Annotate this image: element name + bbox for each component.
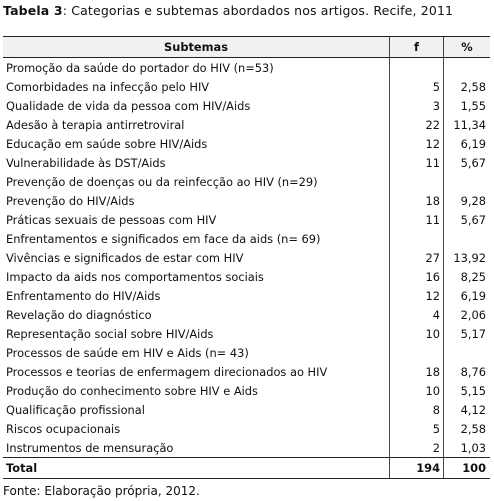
subtemas-table (3, 36, 490, 479)
row-subtema: Instrumentos de mensuração (6, 440, 174, 455)
table-caption (3, 3, 453, 19)
row-f (389, 172, 443, 191)
row-percent: 13,92 (443, 248, 490, 267)
row-f (389, 58, 443, 77)
row-f (389, 343, 443, 362)
row-percent: 5,15 (443, 381, 490, 400)
row-percent: 2,58 (443, 77, 490, 96)
table-caption-label: Tabela 3 (3, 3, 63, 18)
row-subtema: Prevenção do HIV/Aids (6, 193, 135, 208)
row-f: 11 (389, 210, 443, 229)
row-subtema: Práticas sexuais de pessoas com HIV (6, 212, 217, 227)
row-percent (443, 58, 490, 77)
row-subtema: Vivências e significados de estar com HIV (6, 250, 244, 265)
row-percent: 1,55 (443, 96, 490, 115)
row-percent: 11,34 (443, 115, 490, 134)
row-subtema: Comorbidades na infecção pelo HIV (6, 79, 210, 94)
table-caption-text: : Categorias e subtemas abordados nos artigos. Recife, 2011 (62, 3, 454, 18)
table-row (3, 286, 490, 305)
row-subtema: Processos de saúde em HIV e Aids (n= 43) (6, 345, 249, 360)
table-row (3, 343, 490, 362)
row-percent: 9,28 (443, 191, 490, 210)
table-row (3, 172, 490, 191)
row-subtema: Enfrentamentos e significados em face da aids (n= 69) (6, 231, 321, 246)
row-percent: 5,67 (443, 153, 490, 172)
row-subtema: Produção do conhecimento sobre HIV e Aids (6, 383, 258, 398)
row-percent (443, 229, 490, 248)
row-f (389, 229, 443, 248)
table-row (3, 210, 490, 229)
column-header-subtemas: Subtemas (164, 40, 228, 54)
table-row (3, 400, 490, 419)
total-percent: 100 (443, 458, 490, 478)
row-subtema: Adesão à terapia antirretroviral (6, 117, 185, 132)
row-percent (443, 172, 490, 191)
column-header-percent: % (443, 37, 490, 57)
row-f: 10 (389, 381, 443, 400)
row-subtema: Vulnerabilidade às DST/Aids (6, 155, 166, 170)
row-f: 5 (389, 419, 443, 438)
row-f: 18 (389, 362, 443, 381)
row-percent: 4,12 (443, 400, 490, 419)
column-header-f: f (389, 37, 443, 57)
table-total-row (3, 457, 490, 478)
table-row (3, 134, 490, 153)
row-f: 18 (389, 191, 443, 210)
row-f: 27 (389, 248, 443, 267)
row-f: 5 (389, 77, 443, 96)
row-percent (443, 343, 490, 362)
row-subtema: Prevenção de doenças ou da reinfecção ao HIV (n=29) (6, 174, 318, 189)
row-percent: 2,06 (443, 305, 490, 324)
row-f: 4 (389, 305, 443, 324)
row-percent: 1,03 (443, 438, 490, 457)
source-note: Fonte: Elaboração própria, 2012. (3, 484, 200, 498)
table-row (3, 305, 490, 324)
table-row (3, 438, 490, 457)
table-row (3, 248, 490, 267)
table-row (3, 324, 490, 343)
row-f: 8 (389, 400, 443, 419)
row-percent: 5,17 (443, 324, 490, 343)
row-f: 12 (389, 286, 443, 305)
row-subtema: Educação em saúde sobre HIV/Aids (6, 136, 208, 151)
table-header-row (3, 37, 490, 58)
row-f: 2 (389, 438, 443, 457)
table-row (3, 362, 490, 381)
table-body (3, 58, 490, 457)
row-subtema: Processos e teorias de enfermagem direcionados ao HIV (6, 364, 328, 379)
row-f: 3 (389, 96, 443, 115)
total-f: 194 (389, 458, 443, 478)
table-row (3, 58, 490, 77)
row-subtema: Riscos ocupacionais (6, 421, 121, 436)
row-subtema: Representação social sobre HIV/Aids (6, 326, 214, 341)
table-row (3, 96, 490, 115)
table-row (3, 115, 490, 134)
table-row (3, 419, 490, 438)
row-f: 10 (389, 324, 443, 343)
row-percent: 8,25 (443, 267, 490, 286)
table-row (3, 153, 490, 172)
row-percent: 6,19 (443, 286, 490, 305)
row-subtema: Promoção da saúde do portador do HIV (n=53) (6, 60, 274, 75)
table-row (3, 267, 490, 286)
row-subtema: Revelação do diagnóstico (6, 307, 152, 322)
row-f: 22 (389, 115, 443, 134)
table-row (3, 381, 490, 400)
row-subtema: Qualificação profissional (6, 402, 145, 417)
row-percent: 2,58 (443, 419, 490, 438)
row-percent: 8,76 (443, 362, 490, 381)
row-subtema: Qualidade de vida da pessoa com HIV/Aids (6, 98, 251, 113)
row-percent: 6,19 (443, 134, 490, 153)
row-f: 11 (389, 153, 443, 172)
row-subtema: Impacto da aids nos comportamentos sociais (6, 269, 264, 284)
table-row (3, 77, 490, 96)
row-f: 12 (389, 134, 443, 153)
row-f: 16 (389, 267, 443, 286)
row-percent: 5,67 (443, 210, 490, 229)
total-label: Total (6, 461, 38, 475)
table-row (3, 191, 490, 210)
row-subtema: Enfrentamento do HIV/Aids (6, 288, 161, 303)
table-row (3, 229, 490, 248)
